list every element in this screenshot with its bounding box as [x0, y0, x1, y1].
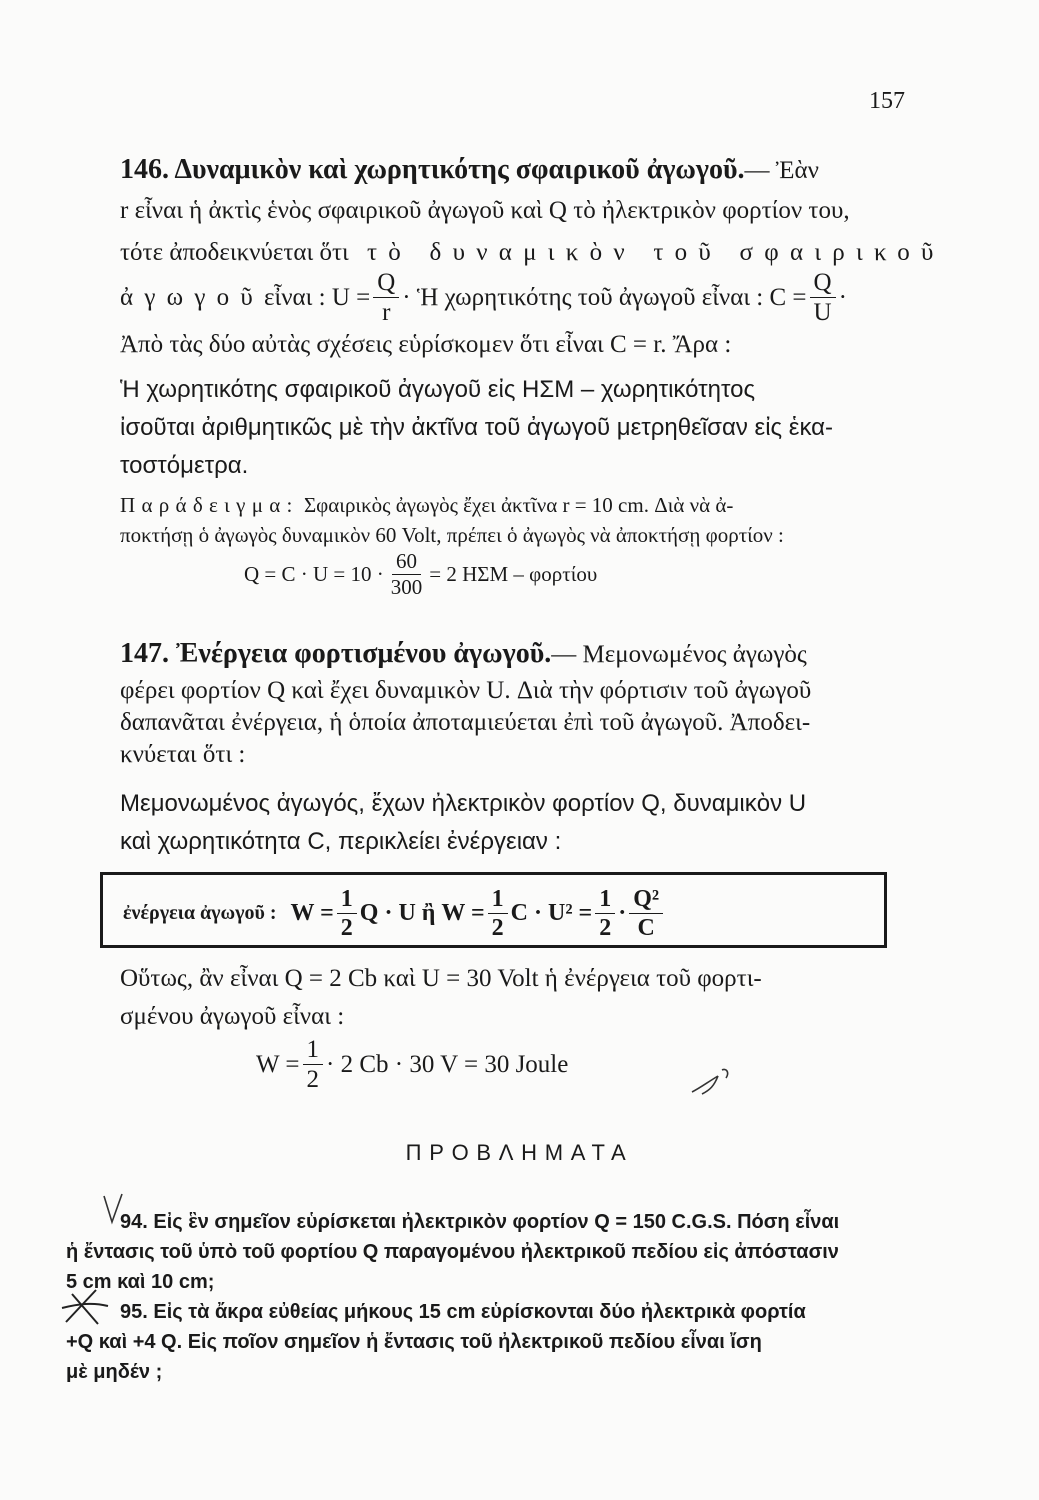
- section-147-line-4: κνύεται ὅτι :: [120, 741, 246, 768]
- fraction-q-over-r: $\frac{Q}{r}$: [373, 270, 399, 325]
- fraction-q2-over-c: $\frac{\text{Q²}}{C}$: [629, 887, 663, 940]
- section-147-line-3: δαπανᾶται ἐνέργεια, ἡ ὁποία ἀποταμιεύεται ἐπὶ τοῦ ἀγωγοῦ. Ἀποδει-: [120, 709, 811, 736]
- problem-94-line-2: ἡ ἔντασις τοῦ ὑπὸ τοῦ φορτίου Q παραγομένου ἠλεκτρικοῦ πεδίου εἰς ἀπόστασιν: [66, 1241, 839, 1263]
- rule-146-line-2: ἰσοῦται ἀριθμητικῶς μὲ τὴν ἀκτῖνα τοῦ ἀγωγοῦ μετρηθεῖσαν εἰς ἑκα-: [120, 414, 834, 441]
- fraction-60-over-300: $\frac{60}{300}$: [390, 548, 423, 599]
- example-147-equation: W = $\frac{1}{2}$ · 2 Cb · 30 V = 30 Joule: [256, 1035, 569, 1093]
- rule-146-line-3: τοστόμετρα.: [120, 452, 249, 479]
- section-146-line-4: ἀγωγοῦ εἶναι : U = $\frac{Q}{r}$ · Ἡ χωρητικότης τοῦ ἀγωγοῦ εἶναι : C = $\frac{Q}{U}$ ·: [120, 268, 847, 326]
- section-146-line-5: Ἀπὸ τὰς δύο αὐτὰς σχέσεις εὑρίσκομεν ὅτι εἶναι C = r. Ἄρα :: [120, 331, 732, 358]
- energy-formula-box: [100, 872, 887, 948]
- fraction-one-half-3: $\frac{1}{2}$: [595, 887, 615, 940]
- rule-147-line-2: καὶ χωρητικότητα C, περικλείει ἐνέργειαν :: [120, 828, 562, 855]
- fraction-q-over-u: $\frac{Q}{U}$: [810, 270, 836, 325]
- fraction-one-half-2: $\frac{1}{2}$: [488, 887, 508, 940]
- problem-94-line-3: 5 cm καὶ 10 cm;: [66, 1271, 215, 1293]
- energy-formula-label: ἐνέργεια ἀγωγοῦ :: [123, 901, 277, 924]
- section-147-title: 147. Ἐνέργεια φορτισμένου ἀγωγοῦ.: [120, 638, 552, 669]
- problem-95-line-1: 95. Εἰς τὰ ἄκρα εὐθείας μήκους 15 cm εὑρίσκονται δύο ἠλεκτρικὰ φορτία: [120, 1301, 806, 1323]
- problem-94-line-1: 94. Εἰς ἓν σημεῖον εὑρίσκεται ἠλεκτρικὸν φορτίον Q = 150 C.G.S. Πόση εἶναι: [120, 1211, 840, 1233]
- handwritten-check-mark: [688, 1062, 738, 1102]
- section-146-line-2: r εἶναι ἡ ἀκτὶς ἑνὸς σφαιρικοῦ ἀγωγοῦ καὶ Q τὸ ἠλεκτρικὸν φορτίον του,: [120, 197, 850, 224]
- problem-95-line-2: +Q καὶ +4 Q. Εἰς ποῖον σημεῖον ἡ ἔντασις τοῦ ἠλεκτρικοῦ πεδίου εἶναι ἴση: [66, 1331, 762, 1353]
- example-146-line-2: ποκτήσῃ ὁ ἀγωγὸς δυναμικὸν 60 Volt, πρέπει ὁ ἀγωγὸς νὰ ἀποκτήσῃ φορτίον :: [120, 523, 784, 547]
- section-146-line-1: 146. Δυναμικὸν καὶ χωρητικότης σφαιρικοῦ ἀγωγοῦ.— Ἐὰν: [120, 154, 819, 185]
- rule-146-line-1: Ἡ χωρητικότης σφαιρικοῦ ἀγωγοῦ εἰς ΗΣΜ – χωρητικότητος: [120, 376, 756, 403]
- example-146-line-1: Παράδειγμα: Σφαιρικὸς ἀγωγὸς ἔχει ἀκτῖνα r = 10 cm. Διὰ νὰ ἀ-: [120, 493, 734, 517]
- section-147-line-1: 147. Ἐνέργεια φορτισμένου ἀγωγοῦ.— Μεμονωμένος ἀγωγὸς: [120, 638, 807, 669]
- example-146-equation: Q = C · U = 10 · $\frac{60}{300}$ = 2 ΗΣΜ – φορτίου: [244, 548, 598, 599]
- fraction-one-half-4: $\frac{1}{2}$: [303, 1037, 324, 1092]
- problems-heading: ΠΡΟΒΛΗΜΑΤΑ: [405, 1140, 634, 1165]
- section-146-title: 146. Δυναμικὸν καὶ χωρητικότης σφαιρικοῦ ἀγωγοῦ.: [120, 154, 745, 185]
- energy-formula: ἐνέργεια ἀγωγοῦ : W = $\frac{1}{2}$ Q · U ἢ W = $\frac{1}{2}$ C · U² = $\frac{1}{2}$ · $\frac{\text{Q²}}{C}$: [123, 883, 666, 943]
- handwritten-cross-95: [58, 1284, 114, 1330]
- rule-147-line-1: Μεμονωμένος ἀγωγός, ἔχων ἠλεκτρικὸν φορτίον Q, δυναμικὸν U: [120, 790, 807, 817]
- example-147-line-2: σμένου ἀγωγοῦ εἶναι :: [120, 1003, 345, 1030]
- section-146-line-3: τότε ἀποδεικνύεται ὅτι τὸ δυναμικὸν τοῦ σφαιρικοῦ: [120, 239, 945, 266]
- example-147-line-1: Οὕτως, ἂν εἶναι Q = 2 Cb καὶ U = 30 Volt ἡ ἐνέργεια τοῦ φορτι-: [120, 965, 762, 992]
- fraction-one-half-1: $\frac{1}{2}$: [337, 887, 357, 940]
- problem-95-line-3: μὲ μηδέν ;: [66, 1361, 163, 1383]
- section-147-line-2: φέρει φορτίον Q καὶ ἔχει δυναμικὸν U. Διὰ τὴν φόρτισιν τοῦ ἀγωγοῦ: [120, 677, 812, 704]
- page-number: 157: [869, 88, 905, 114]
